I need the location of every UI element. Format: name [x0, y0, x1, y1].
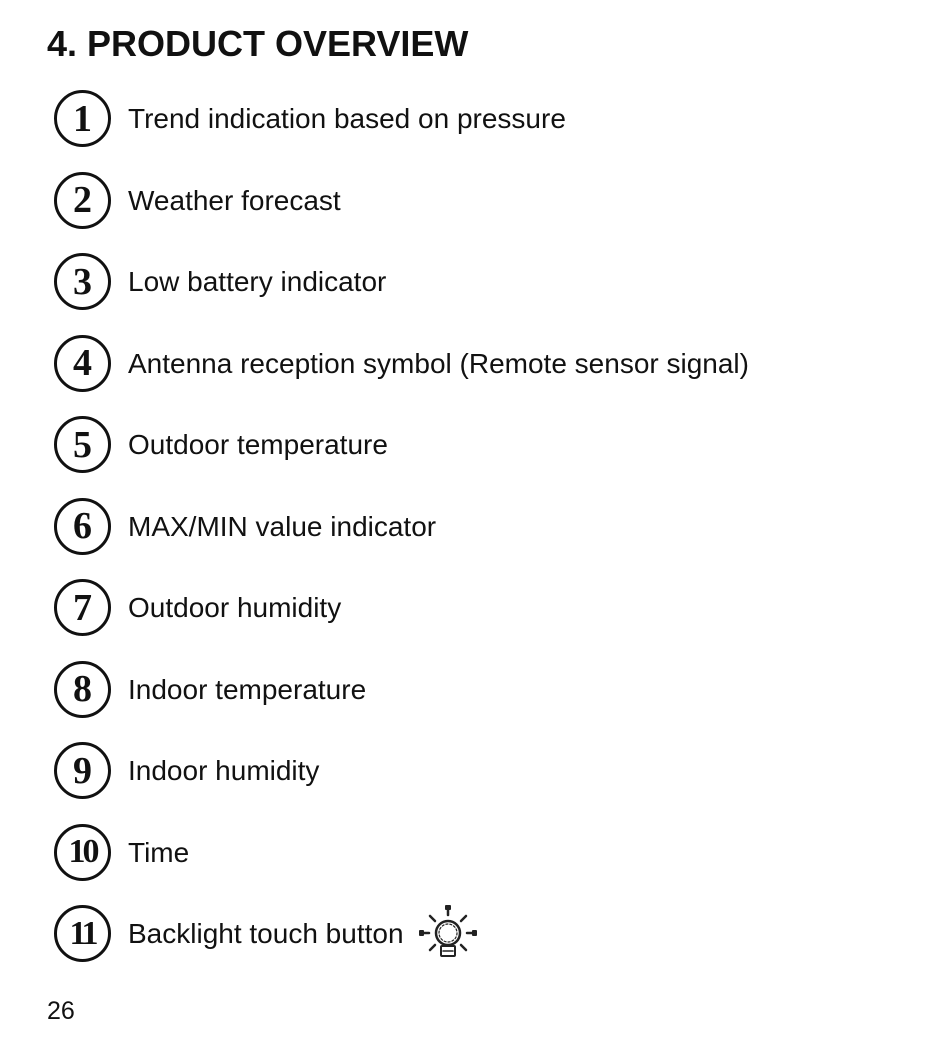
item-number-badge: 1 — [54, 90, 111, 147]
list-item — [54, 579, 749, 661]
list-item — [54, 90, 749, 172]
product-overview-list — [54, 90, 749, 987]
list-item — [54, 172, 749, 254]
item-number-badge: 10 — [54, 824, 111, 881]
item-number-badge: 6 — [54, 498, 111, 555]
list-item — [54, 498, 749, 580]
item-number-badge: 11 — [54, 905, 111, 962]
list-item — [54, 824, 749, 906]
list-item — [54, 742, 749, 824]
item-label: Weather forecast — [128, 184, 341, 216]
item-number-badge: 9 — [54, 742, 111, 799]
item-number-badge: 8 — [54, 661, 111, 718]
backlight-sun-icon — [416, 902, 480, 966]
item-label: Antenna reception symbol (Remote sensor signal) — [128, 347, 749, 379]
item-number-badge: 7 — [54, 579, 111, 636]
section-heading: 4. PRODUCT OVERVIEW — [47, 23, 469, 64]
item-number-badge: 5 — [54, 416, 111, 473]
item-number-badge: 3 — [54, 253, 111, 310]
item-number-badge: 4 — [54, 335, 111, 392]
item-label: Outdoor temperature — [128, 429, 388, 460]
item-label: Trend indication based on pressure — [128, 103, 566, 134]
list-item — [54, 905, 749, 987]
list-item — [54, 416, 749, 498]
list-item — [54, 335, 749, 417]
item-label: MAX/MIN value indicator — [128, 510, 437, 542]
list-item — [54, 253, 749, 335]
item-label: Low battery indicator — [128, 266, 387, 297]
item-label: Indoor humidity — [128, 755, 320, 786]
list-item — [54, 661, 749, 743]
item-label: Outdoor humidity — [128, 592, 342, 623]
item-label: Backlight touch button — [128, 918, 404, 949]
page-number: 26 — [47, 997, 75, 1025]
item-label: Time — [128, 836, 190, 868]
item-number-badge: 2 — [54, 172, 111, 229]
item-label: Indoor temperature — [128, 673, 367, 705]
